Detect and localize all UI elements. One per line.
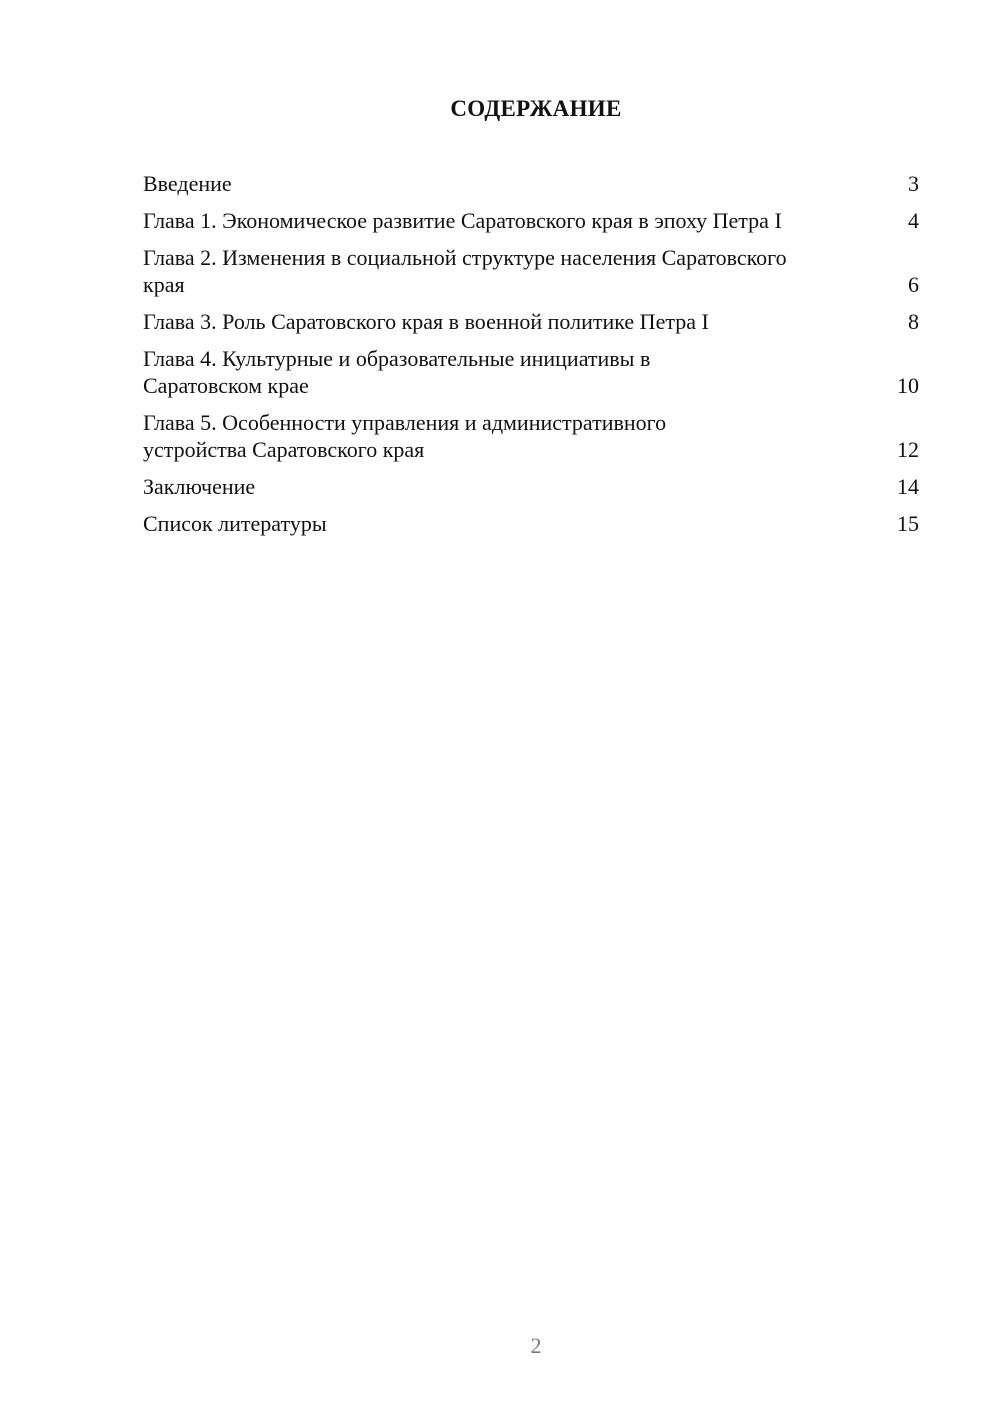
toc-entry-chapter-2 <box>143 244 919 298</box>
toc-entry-chapter-5 <box>143 409 919 463</box>
toc-entry-page: 6 <box>908 272 919 297</box>
toc-entry-page: 4 <box>908 208 919 233</box>
toc-entry-page: 8 <box>908 309 919 334</box>
toc-entry-label: Глава 3. Роль Саратовского края в военной политике Петра I <box>143 309 709 334</box>
toc-entry-label: Список литературы <box>143 511 327 536</box>
toc-entry-introduction <box>143 170 919 197</box>
toc-entry-label: Глава 4. Культурные и образовательные инициативы в Саратовском крае <box>143 346 651 398</box>
toc-entry-label: Введение <box>143 171 232 196</box>
toc-entry-page: 3 <box>908 171 919 196</box>
toc-entry-page: 15 <box>897 511 919 536</box>
toc-entry-page: 14 <box>897 474 919 499</box>
table-of-contents <box>143 170 919 547</box>
toc-entry-chapter-3 <box>143 308 919 335</box>
toc-entry-chapter-4 <box>143 345 919 399</box>
toc-entry-page: 12 <box>897 437 919 462</box>
toc-entry-label: Заключение <box>143 474 256 499</box>
page-number: 2 <box>530 1333 542 1358</box>
toc-entry-label: Глава 1. Экономическое развитие Саратовского края в эпоху Петра I <box>143 208 782 233</box>
toc-entry-label: Глава 2. Изменения в социальной структуре населения Саратовского края <box>143 245 787 297</box>
toc-entry-chapter-1 <box>143 207 919 234</box>
toc-entry-page: 10 <box>897 373 919 398</box>
toc-entry-label: Глава 5. Особенности управления и административного устройства Саратовского края <box>143 410 667 462</box>
toc-title: СОДЕРЖАНИЕ <box>450 96 622 121</box>
toc-entry-bibliography <box>143 510 919 537</box>
toc-entry-conclusion <box>143 473 919 500</box>
